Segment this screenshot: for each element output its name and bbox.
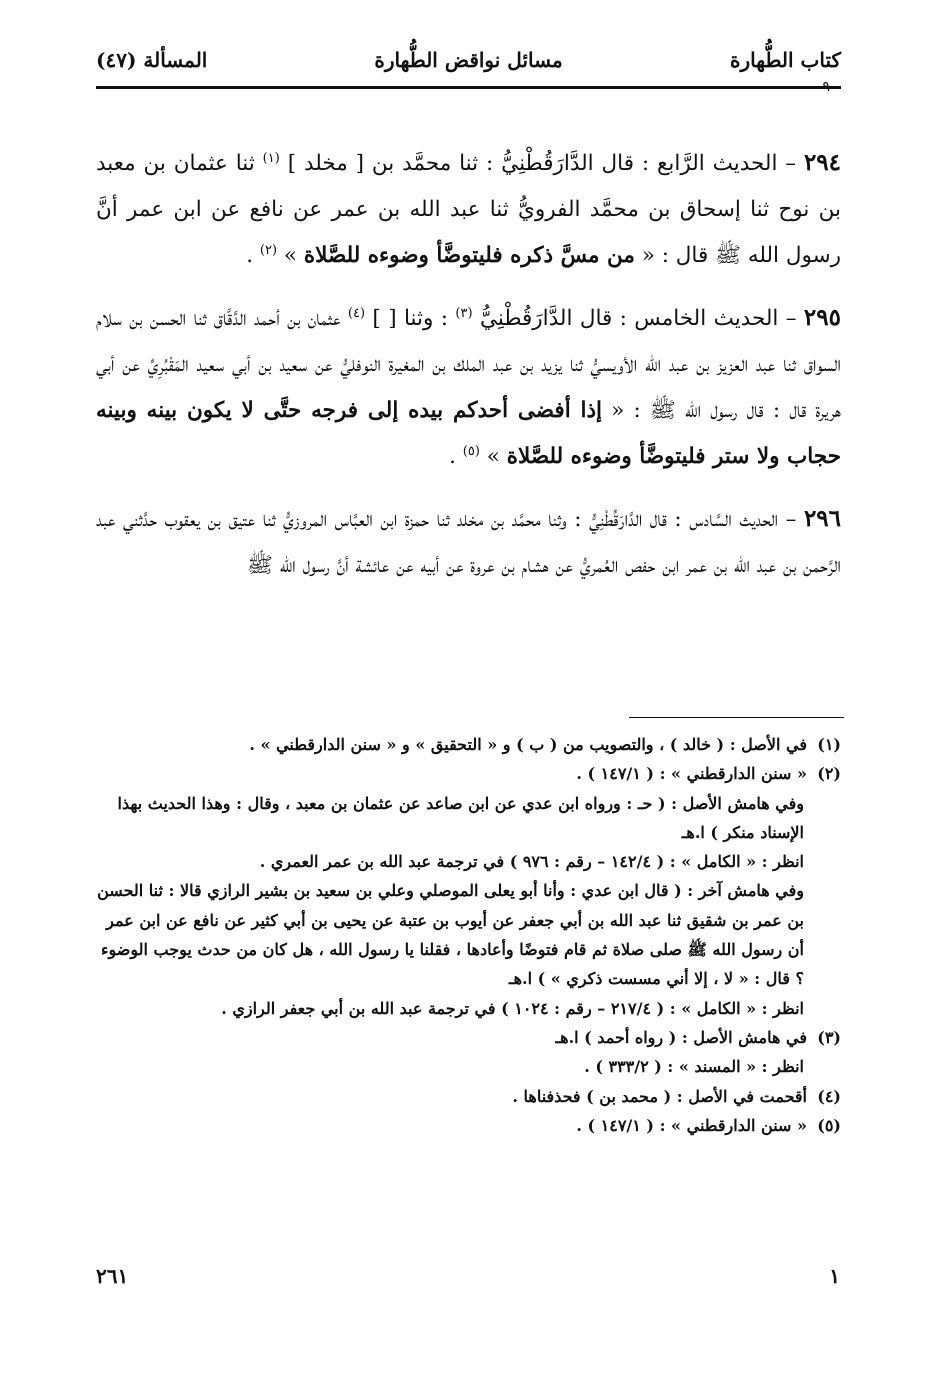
hadith-number: ٢٩٦ bbox=[803, 505, 841, 532]
hadith-295 bbox=[96, 295, 841, 480]
footnote-2-continuation bbox=[96, 847, 804, 876]
footnote-text: وفي هامش الأصل : ( حـ : ورواه ابن عدي عن ابن صاعد عن عثمان بن معبد ، وقال : وهذا الحديث بهذا الإسناد منكر ) ا.هـ bbox=[117, 793, 804, 842]
hadith-matn: من مسَّ ذكره فليتوضَّأ وضوءه للصَّلاة bbox=[303, 243, 635, 268]
hadith-text: . bbox=[246, 243, 254, 268]
footnote-text: في الأصل : ( خالد ) ، والتصويب من ( ب ) و « التحقيق » و « سنن الدارقطني » . bbox=[249, 735, 807, 754]
footnote-ref: (٢) bbox=[259, 242, 278, 258]
hadith-text: . bbox=[449, 444, 456, 469]
main-text bbox=[96, 140, 841, 605]
hadith-matn: إذا أفضى أحدكم بيده إلى فرجه حتَّى لا يكون بينه وبينه حجاب ولا ستر فليتوضَّأ وضوءه للصَّلاة bbox=[96, 398, 841, 469]
footnote-number: (٥) bbox=[817, 1115, 841, 1135]
hadith-text: » bbox=[486, 444, 500, 469]
footnote-1 bbox=[96, 730, 841, 759]
footnote-2-continuation bbox=[96, 789, 804, 848]
footnote-text: « سنن الدارقطني » : ( ١٤٧/١ ) . bbox=[576, 764, 807, 784]
footnote-text: انظر : « المسند » : ( ٣٣٣/٢ ) . bbox=[584, 1057, 804, 1077]
hadith-number: ٢٩٥ bbox=[803, 304, 841, 331]
hadith-296 bbox=[96, 496, 841, 589]
footnote-ref: (٥) bbox=[462, 443, 480, 459]
footnote-2 bbox=[96, 759, 841, 788]
running-header bbox=[96, 40, 841, 80]
footnote-number: (٤) bbox=[817, 1086, 841, 1106]
footnote-text: أقحمت في الأصل : ( محمد بن ) فحذفناها . bbox=[512, 1086, 807, 1106]
hadith-text: » bbox=[283, 243, 298, 268]
footnote-number: (١) bbox=[817, 735, 841, 754]
hadith-text: – الحديث الخامس : قال الدَّارَقُطْنِيُّ bbox=[479, 306, 797, 331]
footnote-separator bbox=[629, 717, 844, 718]
footnote-number: (٣) bbox=[817, 1027, 841, 1047]
hadith-text: : وثنا [ ] bbox=[372, 306, 449, 331]
page-number: ٢٦١ bbox=[96, 1264, 129, 1288]
footnote-text: « سنن الدارقطني » : ( ١٤٧/١ ) . bbox=[576, 1115, 807, 1135]
footnote-ref: (٤) bbox=[347, 305, 366, 321]
footnote-text: انظر : « الكامل » : ( ٢١٧/٤ – رقم : ١٠٢٤ ) في ترجمة عبد الله بن أبي جعفر الرازي . bbox=[221, 998, 804, 1018]
footnote-ref: (٣) bbox=[455, 305, 473, 321]
chapter-title: مسائل نواقض الطُّهارة bbox=[374, 48, 563, 72]
footnote-text: وفي هامش آخر : ( قال ابن عدي : وأنا أبو يعلى الموصلي وعلي بن سعيد بن بشير الرازي قالا : ثنا الحسن بن عمر بن شقيق ثنا عبد الله بن أبي جعفر عن أيوب بن عتبة عن يحيى بن أبي كثير عن نافع عن ابن عمر أن رسول الله ﷺ صلى صلاة ثم قام فتوضًا وأعادها ، فقلنا يا رسول الله ، هل كان من حدث يوجب الوضوء ؟ قال : « لا ، إلا أني مسست ذكري » ) ا.هـ bbox=[97, 881, 804, 989]
hadith-text: ثنا عثمان بن معبد بن نوح ثنا إسحاق بن محمَّد الفرويُّ ثنا عبد الله بن عمر عن نافع عن ابن عمر أنَّ رسول الله ﷺ قال : « bbox=[96, 151, 841, 268]
footnote-2-continuation bbox=[96, 876, 804, 993]
footnote-4 bbox=[96, 1082, 841, 1111]
book-title: كتاب الطُّهارة bbox=[730, 48, 841, 72]
footnote-text: في هامش الأصل : ( رواه أحمد ) ا.هـ bbox=[555, 1027, 807, 1047]
hadith-number: ٢٩٤ bbox=[803, 149, 842, 176]
footnote-3-continuation bbox=[96, 1052, 804, 1081]
footnote-2-continuation bbox=[96, 994, 804, 1023]
hadith-294 bbox=[96, 140, 841, 279]
header-rule bbox=[96, 86, 841, 89]
header-mark: ٩ bbox=[822, 79, 830, 95]
footnote-number: (٢) bbox=[817, 764, 841, 784]
hadith-text: – الحديث الرَّابع : قال الدَّارَقُطْنِيُّ : ثنا محمَّد بن [ مخلد ] bbox=[287, 151, 797, 176]
footnote-3 bbox=[96, 1023, 841, 1052]
footnote-5 bbox=[96, 1111, 841, 1140]
issue-number: المسألة (٤٧) bbox=[96, 48, 208, 72]
footnote-text: انظر : « الكامل » : ( ١٤٢/٤ – رقم : ٩٧٦ ) في ترجمة عبد الله بن عمر العمري . bbox=[259, 852, 804, 872]
hadith-text: – الحديث السَّادس : قال الدَّارَقُطْنِيُّ : وثنا محمَّد بن مخلد ثنا حمزة ابن العبَّاس المروزيُّ ثنا عتيق بن يعقوب حدَّثني عبد الرَّحمن بن عبد الله بن عمر ابن حفص العُمريُّ عن هشام بن عروة عن أبيه عن عائشة أنَّ رسول الله ﷺ bbox=[96, 507, 841, 578]
volume-number: ١ bbox=[829, 1264, 840, 1288]
hadith-text: عثمان بن أحمد الدَّقَّاق ثنا الحسن بن سلام السواق ثنا عبد العزيز بن عبد الله الأويسيُّ ثنا يزيد بن عبد الملك بن المغيرة النوفليُّ عن سعيد بن أبي سعيد المَقْبُرِيِّ عن أبي هريرة قال : قال رسول الله ﷺ : « bbox=[96, 306, 841, 423]
footnotes bbox=[96, 730, 841, 1140]
footnote-ref: (١) bbox=[262, 150, 280, 166]
